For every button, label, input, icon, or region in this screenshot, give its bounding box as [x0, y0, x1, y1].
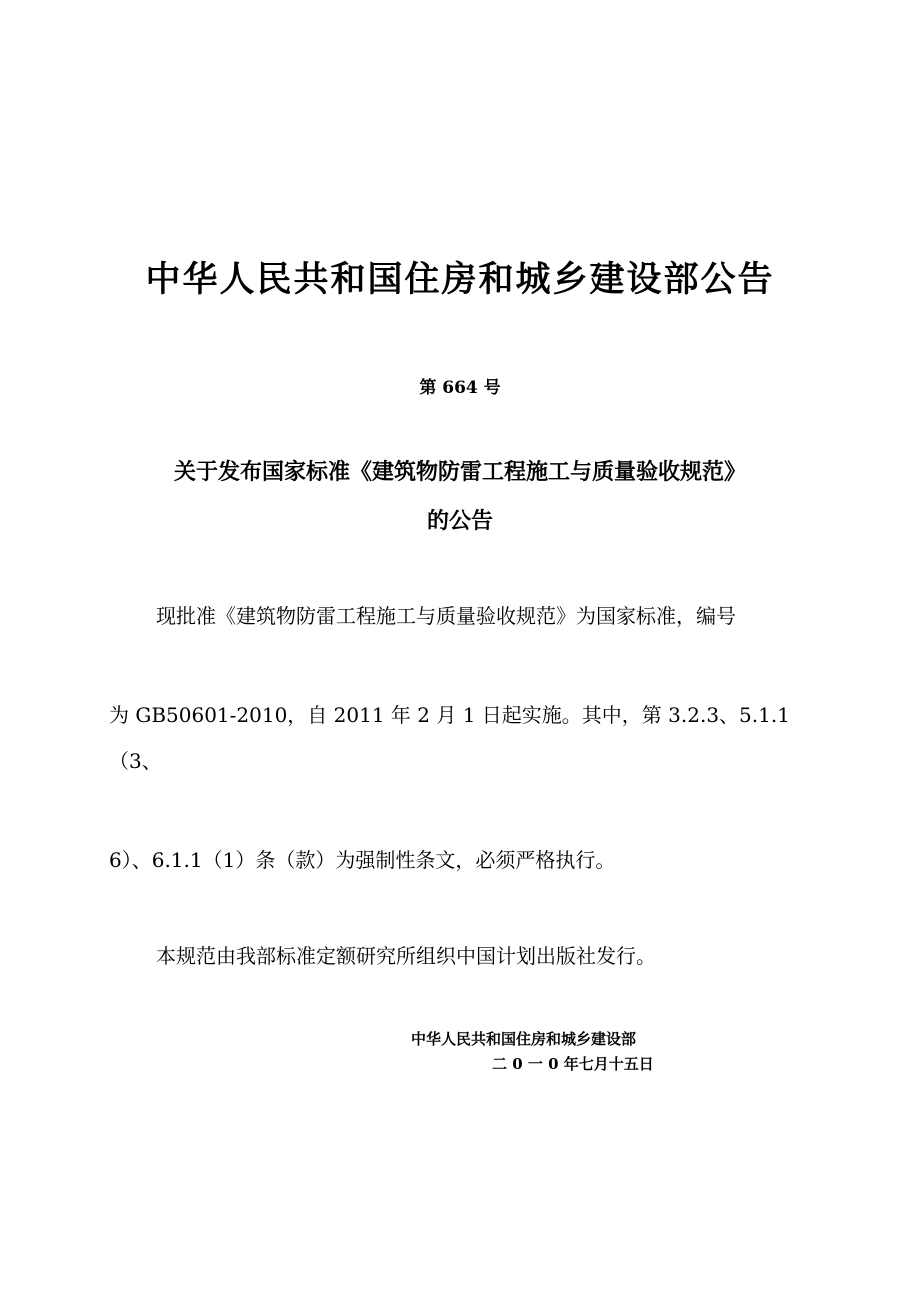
body-text-line: 本规范由我部标准定额研究所组织中国计划出版社发行。 [156, 944, 656, 968]
announcement-subtitle-line-1: 关于发布国家标准《建筑物防雷工程施工与质量验收规范》 [173, 459, 746, 485]
signature-organization: 中华人民共和国住房和城乡建设部 [411, 1030, 637, 1048]
announcement-subtitle-line-2: 的公告 [426, 508, 493, 534]
body-text-line: 现批准《建筑物防雷工程施工与质量验收规范》为国家标准，编号 [156, 604, 736, 628]
announcement-title: 中华人民共和国住房和城乡建设部公告 [145, 260, 775, 300]
announcement-number: 第 664 号 [419, 378, 501, 398]
signature-date: 二 0 一 0 年七月十五日 [492, 1055, 654, 1073]
body-text-line: 6）、6.1.1（1）条（款）为强制性条文，必须严格执行。 [109, 848, 616, 872]
body-text-line: 为 GB50601-2010，自 2011 年 2 月 1 日起实施。其中，第 3.2.3、5.1.1 [109, 703, 790, 727]
body-text-line: （3、 [109, 749, 162, 773]
